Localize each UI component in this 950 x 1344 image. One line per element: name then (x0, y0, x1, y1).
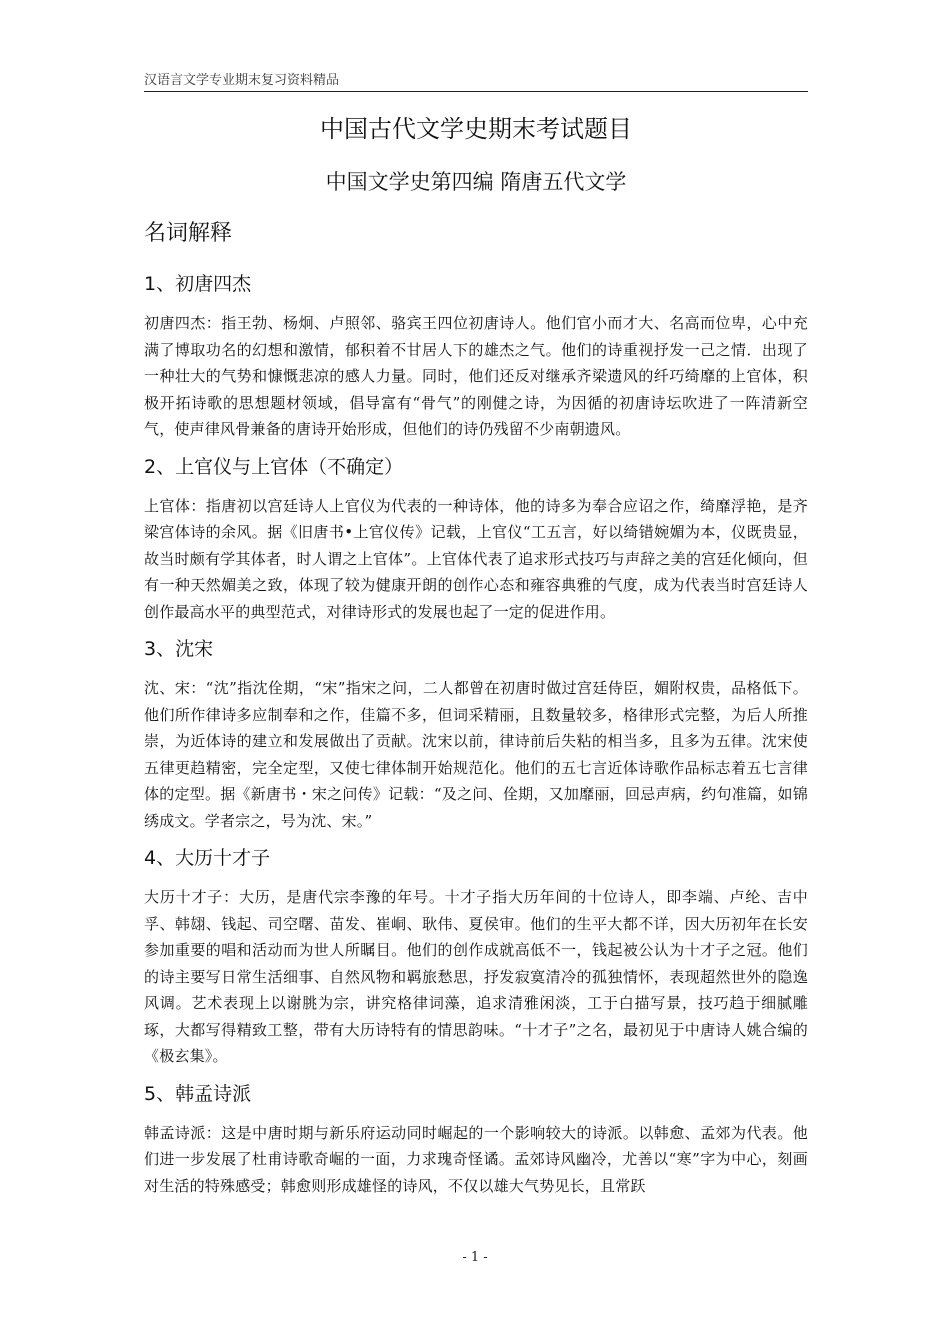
document-title: 中国古代文学史期末考试题目 (320, 115, 632, 143)
entry-2 (144, 451, 808, 626)
entry-3 (144, 633, 808, 834)
page-number: - 1 - (462, 1250, 488, 1265)
document-content (144, 268, 808, 1207)
entry-heading: 2、上官仪与上官体（不确定） (144, 455, 404, 478)
entry-body: 沈、宋：“沈”指沈佺期，“宋”指宋之问，二人都曾在初唐时做过宫廷侍臣，媚附权贵，品格低下。他们所作律诗多应制奉和之作，佳篇不多，但词采精丽，且数量较多，格律形式完整，为后人所推崇，为近体诗的建立和发展做出了贡献。沈宋以前，律诗前后失粘的相当多，且多为五律。沈宋使五律更趋精密，完全定型，又使七律体制开始规范化。他们的五七言近体诗歌作品标志着五七言律体的定型。据《新唐书・宋之问传》记载：“及之问、佺期，又加靡丽，回忌声病，约句准篇，如锦绣成文。学者宗之，号为沈、宋。” (144, 679, 808, 830)
entry-heading: 5、韩孟诗派 (144, 1082, 252, 1105)
entry-body: 韩孟诗派：这是中唐时期与新乐府运动同时崛起的一个影响较大的诗派。以韩愈、孟郊为代表。他们进一步发展了杜甫诗歌奇崛的一面，力求瑰奇怪谲。孟郊诗风幽冷，尤善以“寒”字为中心，刻画对生活的特殊感受；韩愈则形成雄怪的诗风，不仅以雄大气势见长，且常跃 (144, 1123, 808, 1195)
entry-heading: 3、沈宋 (144, 638, 214, 660)
entry-4 (144, 842, 808, 1070)
entry-heading: 1、初唐四杰 (144, 273, 252, 295)
entry-5 (144, 1078, 808, 1200)
section-heading: 名词解释 (144, 221, 233, 246)
entry-1 (144, 268, 808, 443)
document-subtitle: 中国文学史第四编 隋唐五代文学 (325, 170, 627, 194)
page-header (144, 73, 808, 92)
entry-heading: 4、大历十才子 (144, 847, 271, 869)
entry-body: 上官体：指唐初以宫廷诗人上官仪为代表的一种诗体，他的诗多为奉合应诏之作，绮靡浮艳，是齐梁宫体诗的余风。据《旧唐书•上官仪传》记载，上官仪“工五言，好以绮错婉媚为本，仪既贵显，故当时颇有学其体者，时人谓之上官体”。上官体代表了追求形式技巧与声辞之美的宫廷化倾向，但有一种天然媚美之致，体现了较为健康开朗的创作心态和雍容典雅的气度，成为代表当时宫廷诗人创作最高水平的典型范式，对律诗形式的发展也起了一定的促进作用。 (144, 496, 808, 621)
entry-body: 初唐四杰：指王勃、杨炯、卢照邻、骆宾王四位初唐诗人。他们官小而才大、名高而位卑，心中充满了博取功名的幻想和激情，郁积着不甘居人下的雄杰之气。他们的诗重视抒发一己之情．出现了一种壮大的气势和慷慨悲凉的感人力量。同时，他们还反对继承齐梁遗风的纤巧绮靡的上官体，积极开拓诗歌的思想题材领域，倡导富有“骨气”的刚健之诗，为因循的初唐诗坛吹进了一阵清新空气，使声律风骨兼备的唐诗开始形成，但他们的诗仍残留不少南朝遗风。 (144, 314, 808, 438)
entry-body: 大历十才子：大历，是唐代宗李豫的年号。十才子指大历年间的十位诗人，即李端、卢纶、吉中孚、韩翃、钱起、司空曙、苗发、崔峒、耿伟、夏侯审。他们的生平大都不详，因大历初年在长安参加重要的唱和活动而为世人所瞩目。他们的创作成就高低不一，钱起被公认为十才子之冠。他们的诗主要写日常生活细事、自然风物和羁旅愁思，抒发寂寞清冷的孤独情怀，表现超然世外的隐逸风调。艺术表现上以谢朓为宗，讲究格律词藻，追求清雅闲淡，工于白描写景，技巧趋于细腻雕琢，大都写得精致工整，带有大历诗特有的情思韵味。“十才子”之名，最初见于中唐诗人姚合编的《极玄集》。 (144, 888, 808, 1065)
header-text: 汉语言文学专业期末复习资料精品 (144, 73, 340, 88)
